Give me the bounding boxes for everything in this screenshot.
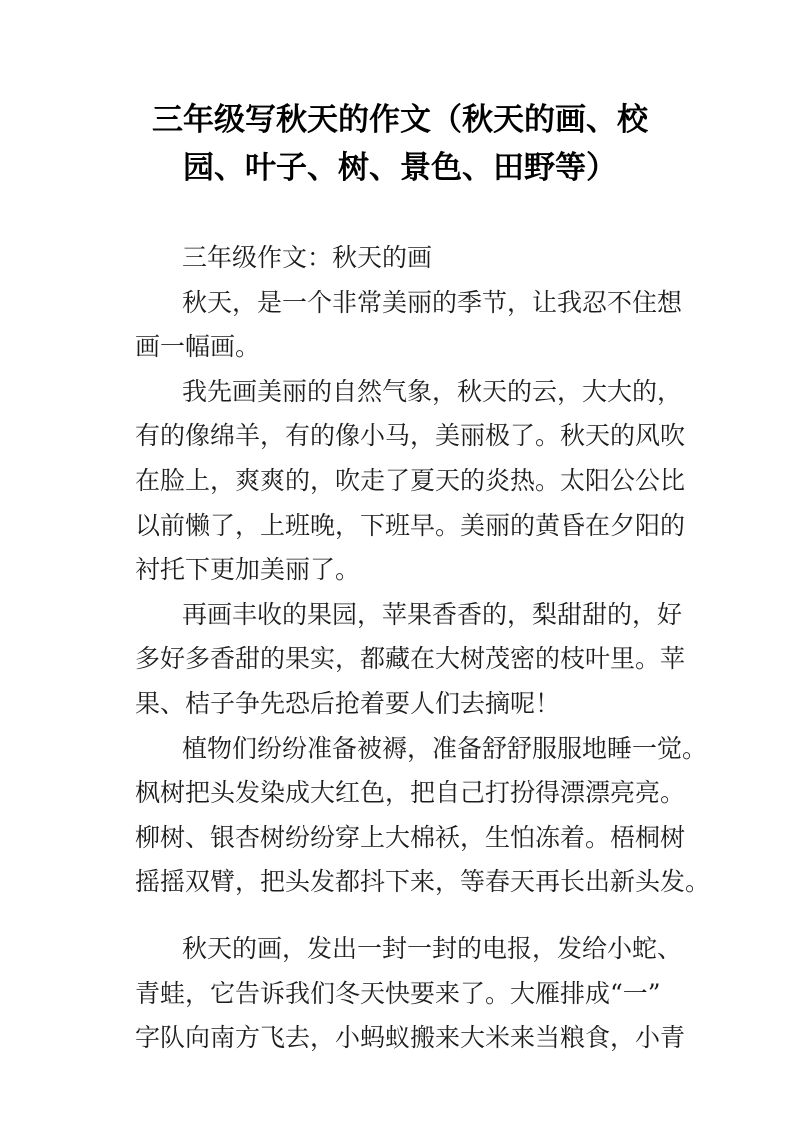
paragraph-line: 秋天，是一个非常美丽的季节，让我忍不住想 (182, 287, 683, 317)
essay-subtitle: 三年级作文：秋天的画 (182, 243, 433, 272)
paragraph-line: 柳树、银杏树纷纷穿上大棉袄，生怕冻着。梧桐树 (135, 822, 686, 852)
paragraph-line: 我先画美丽的自然气象，秋天的云，大大的， (182, 376, 683, 406)
paragraph-line: 枫树把头发染成大红色，把自己打扮得漂漂亮亮。 (135, 778, 686, 808)
document-body (135, 236, 711, 1061)
paragraph-line: 以前懒了，上班晚，下班早。美丽的黄昏在夕阳的 (135, 510, 686, 540)
paragraph-line: 多好多香甜的果实，都藏在大树茂密的枝叶里。苹 (135, 644, 686, 674)
paragraph-spacer (135, 905, 675, 927)
document-title (100, 96, 700, 192)
paragraph-line: 植物们纷纷准备被褥，准备舒舒服服地睡一觉。 (182, 733, 708, 763)
paragraph-line: 摇摇双臂，把头发都抖下来，等春天再长出新头发。 (135, 867, 711, 897)
paragraph-line: 秋天的画，发出一封一封的电报，发给小蛇、 (182, 933, 683, 963)
paragraph-4 (135, 727, 711, 905)
title-line-1: 三年级写秋天的作文（秋天的画、校 (152, 102, 648, 138)
paragraph-line: 字队向南方飞去，小蚂蚁搬来大米来当粮食，小青 (135, 1023, 686, 1053)
paragraph-line: 青蛙，它告诉我们冬天快要来了。大雁排成“一” (135, 978, 661, 1008)
paragraph-line: 再画丰收的果园，苹果香香的，梨甜甜的，好 (182, 599, 683, 629)
paragraph-5 (135, 927, 686, 1061)
paragraph-line: 衬托下更加美丽了。 (135, 555, 361, 585)
paragraph-line: 在脸上，爽爽的，吹走了夏天的炎热。太阳公公比 (135, 465, 686, 495)
paragraph-2 (135, 370, 686, 593)
paragraph-line: 画一幅画。 (135, 332, 261, 362)
paragraph-line: 有的像绵羊，有的像小马，美丽极了。秋天的风吹 (135, 421, 686, 451)
title-line-2: 园、叶子、树、景色、田野等） (183, 150, 617, 186)
paragraph-1 (135, 281, 683, 370)
paragraph-line: 果、桔子争先恐后抢着要人们去摘呢！ (135, 688, 561, 718)
paragraph-3 (135, 593, 686, 727)
